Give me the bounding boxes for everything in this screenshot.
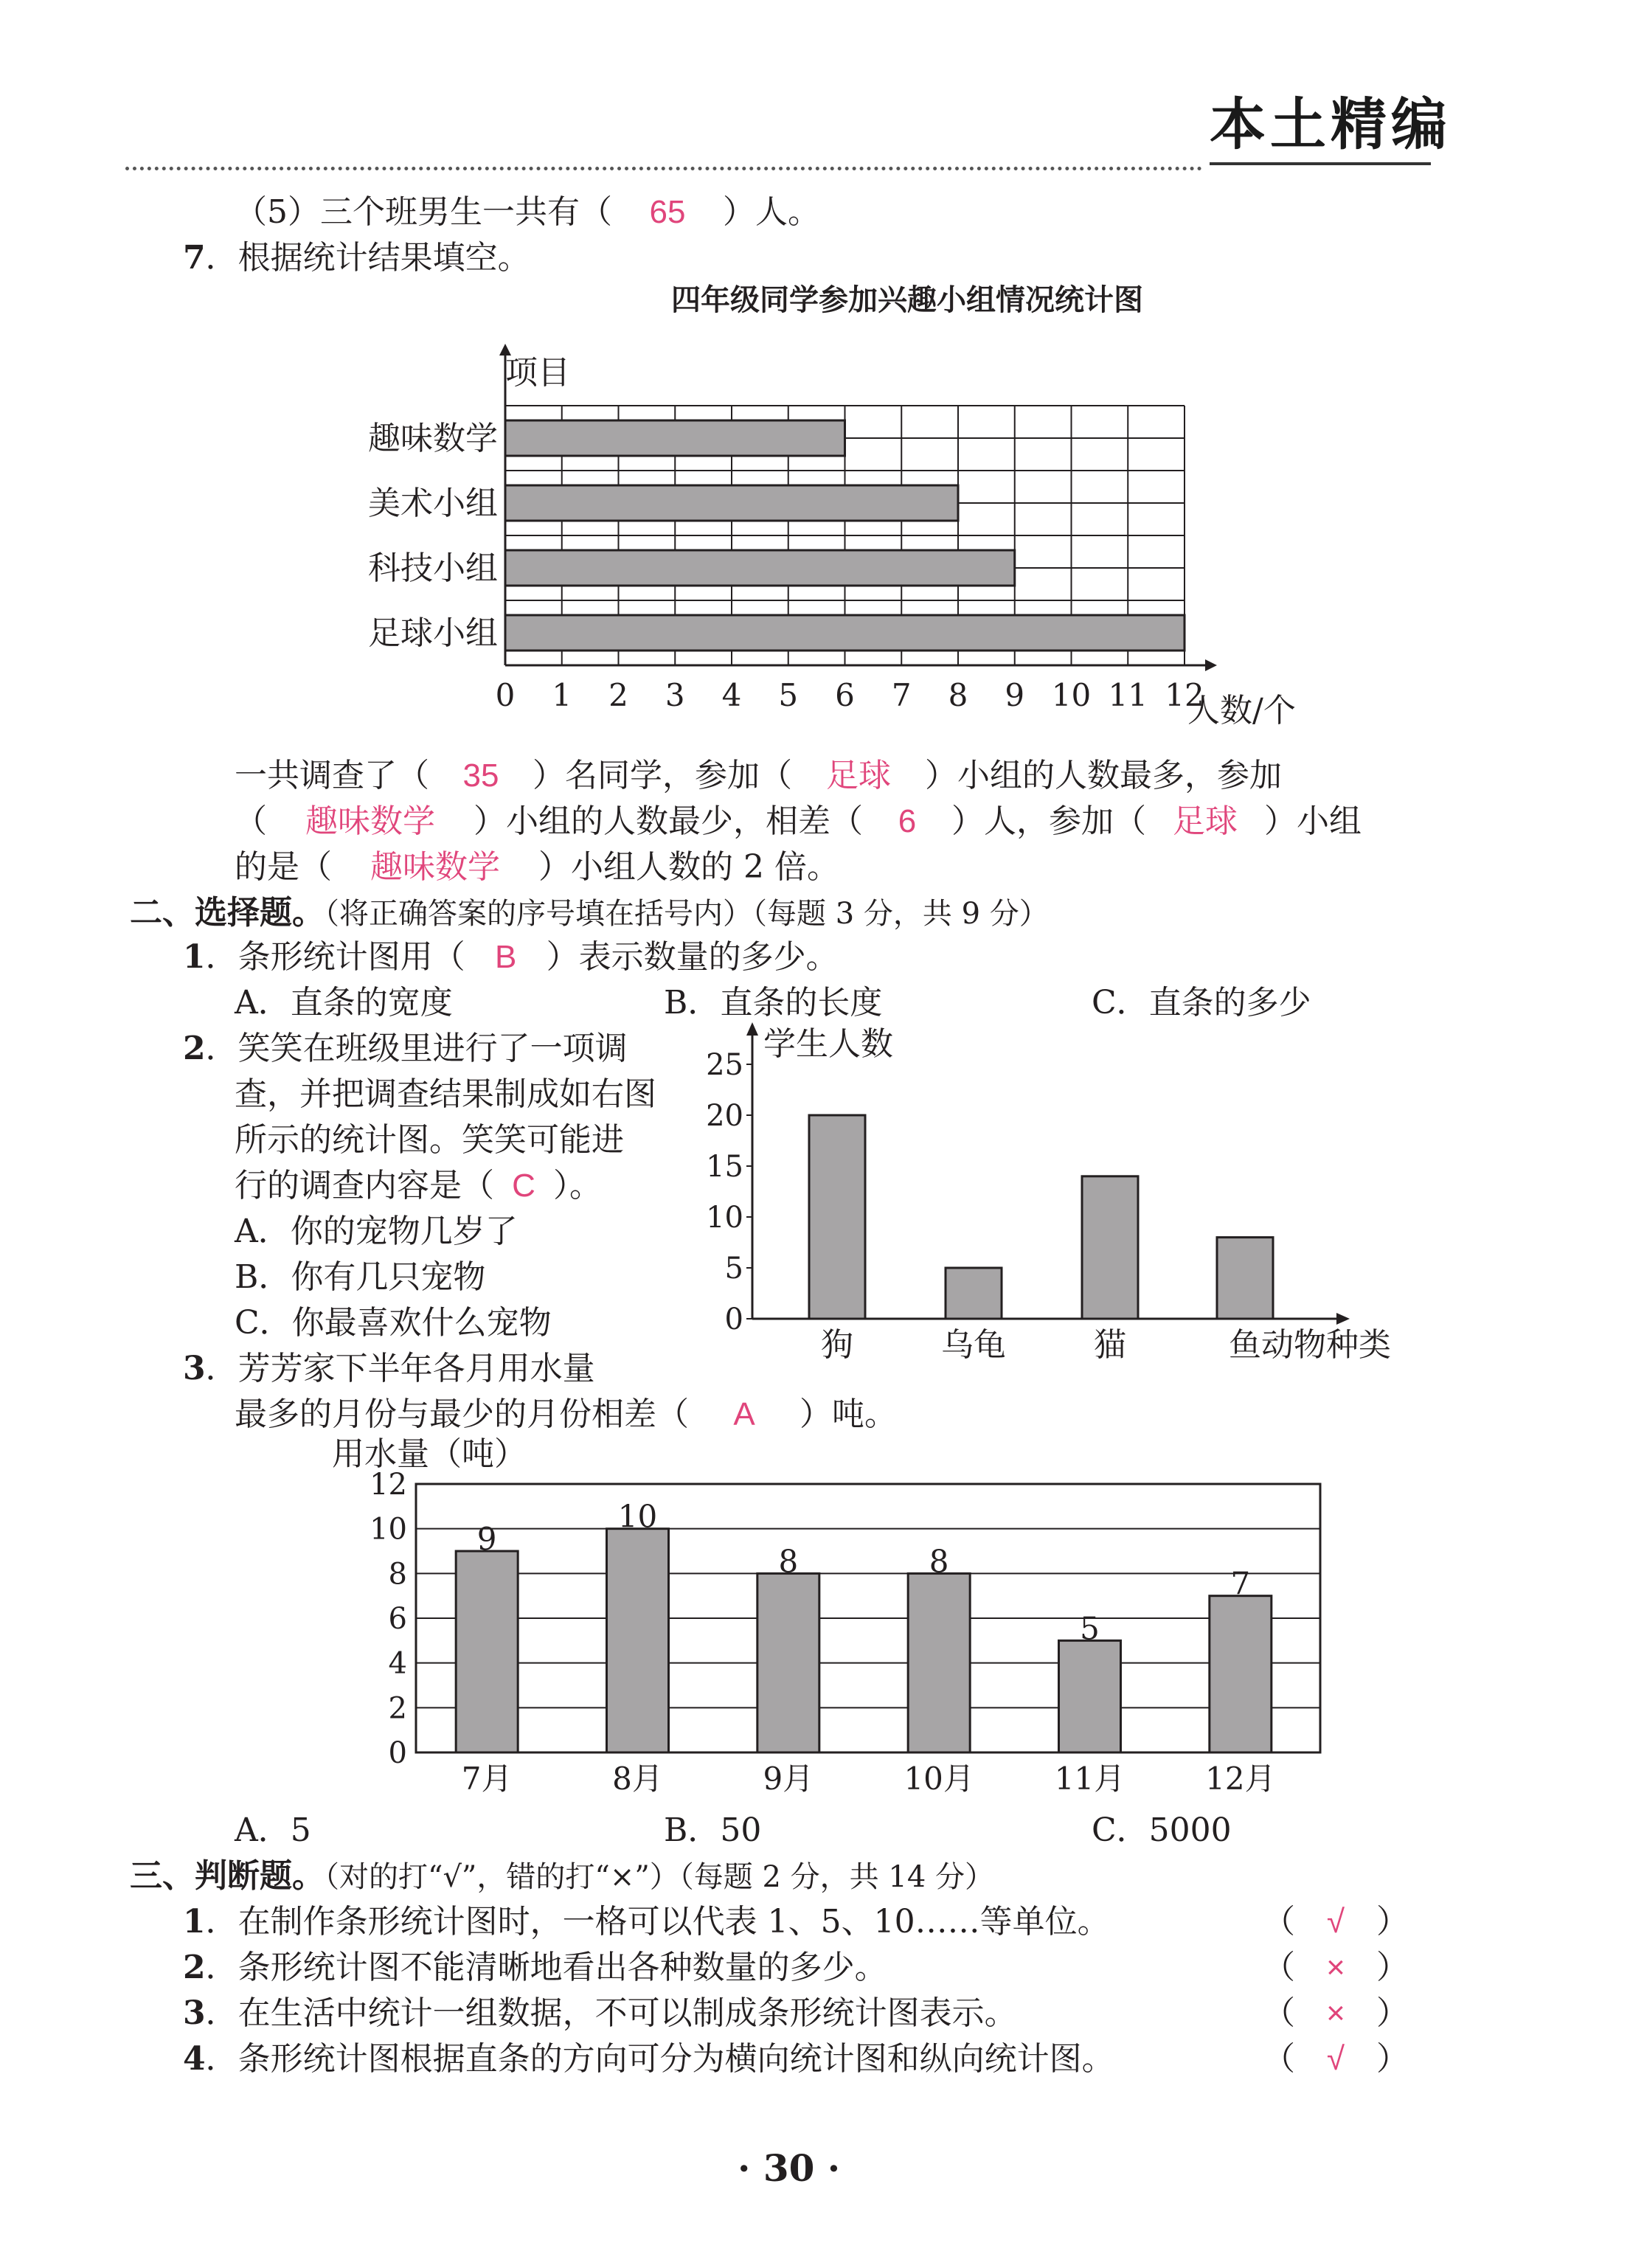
- q7-line1: [235, 754, 1282, 798]
- q5-text-pre: （5）三个班男生一共有（: [235, 193, 612, 231]
- paren-close: ）: [1376, 1949, 1409, 1986]
- chart1-x-tick: 10: [1051, 677, 1092, 713]
- chart3-grid: [416, 1484, 1320, 1752]
- chart3-category-label: 8月: [612, 1761, 663, 1797]
- s2q3-text-1: ．芳芳家下半年各月用水量: [205, 1350, 595, 1387]
- q5-line: [235, 190, 820, 235]
- q7-line1-b: ）名同学，参加（: [533, 757, 792, 794]
- s2q2-option-a: A．你的宠物几岁了: [235, 1213, 518, 1250]
- chart3-y-tick: 4: [388, 1646, 407, 1681]
- judgement-answer-box: [1263, 1991, 1409, 2036]
- judgement-text: ．条形统计图不能清晰地看出各种数量的多少。: [205, 1949, 887, 1986]
- chart2-xlabel: 动物种类: [1261, 1326, 1391, 1364]
- s2q3-number: 3: [183, 1350, 206, 1387]
- chart3-bar: [1059, 1640, 1121, 1752]
- chart3-y-tick: 8: [388, 1557, 407, 1592]
- chart1-category-label: 科技小组: [368, 549, 498, 587]
- s2q1-option-a: A．直条的宽度: [235, 984, 453, 1022]
- q7-line2-b: ）小组的人数最少，相差（: [474, 802, 863, 840]
- chart1-bar: [505, 550, 1015, 586]
- q7-answer-half: 趣味数学: [370, 849, 500, 885]
- q7-line3-b: ）小组人数的 2 倍。: [538, 848, 839, 886]
- q7-answer-diff: 6: [898, 803, 917, 839]
- logo-underline: [1210, 162, 1431, 165]
- judgement-answer-box: [1263, 1946, 1409, 1990]
- judgement-item: [183, 2037, 1114, 2081]
- chart2-bar: [809, 1115, 865, 1319]
- s2q3-answer: A: [733, 1396, 755, 1432]
- judgement-answer: √: [1326, 2041, 1345, 2077]
- paren-close: ）: [1376, 2040, 1409, 2078]
- chart3-y-tick: 0: [388, 1736, 407, 1770]
- judgement-text: ．条形统计图根据直条的方向可分为横向统计图和纵向统计图。: [205, 2040, 1114, 2078]
- chart3-category-label: 12月: [1205, 1761, 1276, 1797]
- judgement-item: [183, 1991, 1017, 2036]
- chart2-y-tick: 20: [706, 1099, 743, 1133]
- chart2-bar: [1217, 1238, 1273, 1319]
- paren-close: ）: [1376, 1903, 1409, 1941]
- s2q3-text-post: ）吨。: [800, 1395, 897, 1433]
- chart3-bar: [1210, 1596, 1272, 1752]
- chart1-bar: [505, 420, 845, 456]
- chart1-ylabel: 项目: [505, 354, 570, 392]
- s2q2-answer: C: [512, 1168, 535, 1204]
- chart1-x-arrow: [1205, 659, 1217, 671]
- q7-answer-least: 趣味数学: [305, 803, 435, 839]
- chart3-y-tick: 12: [370, 1468, 407, 1502]
- section3-note: （对的打“√”，错的打“×”）（每题 2 分，共 14 分）: [325, 1860, 995, 1894]
- q7-line2-d: ）小组: [1264, 802, 1362, 840]
- chart2-category-label: 猫: [1094, 1326, 1126, 1364]
- s2q3-option-c: C．5000: [1092, 1811, 1232, 1849]
- s2q1-option-c: C．直条的多少: [1092, 984, 1311, 1022]
- s2q3-text-pre: 最多的月份与最少的月份相差（: [235, 1395, 689, 1433]
- s2q2-line1: [183, 1027, 628, 1071]
- s2q2-option-b: B．你有几只宠物: [235, 1258, 486, 1296]
- chart2-y-tick: 25: [706, 1048, 743, 1082]
- chart2-ylabel: 学生人数: [763, 1025, 893, 1063]
- s2q2-line2: 查，并把调查结果制成如右图: [235, 1075, 656, 1113]
- chart3-data-label: 5: [1080, 1610, 1100, 1647]
- chart1-x-tick: 1: [552, 677, 572, 713]
- judgement-number: 4: [183, 2040, 206, 2078]
- section2-title: 二、选择题。: [130, 894, 325, 932]
- chart3-bar: [908, 1573, 970, 1752]
- section2-note: （将正确答案的序号填在括号内）（每题 3 分，共 9 分）: [325, 897, 1049, 931]
- chart1-x-tick: 4: [721, 677, 742, 713]
- judgement-text: ．在制作条形统计图时，一格可以代表 1、5、10……等单位。: [205, 1903, 1110, 1941]
- interest-groups-chart: [310, 273, 1313, 760]
- chart1-x-tick: 0: [495, 677, 516, 713]
- chart3-category-label: 7月: [461, 1761, 513, 1797]
- judgement-number: 3: [183, 1994, 206, 2032]
- judgement-answer-box: [1263, 1900, 1409, 1944]
- chart1-category-label: 趣味数学: [368, 420, 498, 457]
- chart3-ylabel: 用水量（吨）: [332, 1435, 527, 1473]
- chart2-bar: [1082, 1176, 1138, 1319]
- paren-open: （: [1263, 1903, 1295, 1941]
- s2q1-number: 1: [183, 938, 206, 976]
- chart3-category-label: 9月: [763, 1761, 814, 1797]
- q7-answer-double: 足球: [1173, 803, 1238, 839]
- chart2-category-label: 乌龟: [941, 1326, 1006, 1364]
- water-usage-chart: [325, 1431, 1357, 1814]
- section2-heading: [130, 891, 1049, 936]
- chart3-bar: [757, 1573, 819, 1752]
- chart3-bar: [607, 1529, 669, 1752]
- q7-number: 7: [183, 239, 206, 277]
- s2q1-text-pre: ．条形统计图用（: [205, 938, 465, 976]
- s2q2-text-post: ）。: [553, 1167, 602, 1204]
- s2q3-line2: [235, 1393, 897, 1437]
- s2q2-text-1: ．笑笑在班级里进行了一项调: [205, 1030, 628, 1067]
- chart2-y-tick: 0: [724, 1303, 743, 1336]
- s2q3-option-a: A．5: [235, 1811, 311, 1849]
- paren-close: ）: [1376, 1994, 1409, 2032]
- q7-prompt: ．根据统计结果填空。: [205, 239, 530, 277]
- chart1-title: 四年级同学参加兴趣小组情况统计图: [671, 282, 1143, 317]
- s2q2-line3: 所示的统计图。笑笑可能进: [235, 1121, 624, 1159]
- judgement-answer: ×: [1326, 1995, 1345, 2031]
- chart1-category-label: 美术小组: [368, 485, 498, 522]
- judgement-answer: ×: [1326, 1949, 1345, 1986]
- judgement-item: [183, 1900, 1110, 1944]
- chart3-bars: [456, 1529, 1272, 1752]
- s2q2-option-c: C．你最喜欢什么宠物: [235, 1304, 552, 1342]
- s2q2-line4: [235, 1164, 602, 1208]
- header-divider: [125, 167, 1202, 170]
- s2q1-option-b: B．直条的长度: [664, 984, 883, 1022]
- q5-answer: 65: [649, 194, 686, 230]
- chart2-y-arrow: [746, 1022, 758, 1036]
- chart1-x-tick: 2: [608, 677, 628, 713]
- chart1-x-tick: 3: [665, 677, 685, 713]
- s2q3-option-b: B．50: [664, 1811, 762, 1849]
- chart3-data-label: 10: [617, 1498, 658, 1535]
- chart1-bar: [505, 615, 1185, 651]
- paren-open: （: [1263, 1949, 1295, 1986]
- q5-text-post: ）人。: [723, 193, 820, 231]
- chart3-bar: [456, 1551, 518, 1752]
- s2q2-number: 2: [183, 1030, 206, 1067]
- chart3-y-tick: 6: [388, 1602, 407, 1636]
- chart3-data-label: 9: [476, 1521, 497, 1557]
- chart1-category-label: 足球小组: [368, 614, 498, 652]
- chart2-bar: [946, 1268, 1002, 1319]
- brand-logo: 本土精编: [1210, 91, 1451, 157]
- q7-line3-a: 的是（: [235, 848, 332, 886]
- chart2-y-tick: 5: [724, 1252, 743, 1286]
- page-number: · 30 ·: [738, 2146, 841, 2190]
- chart3-category-label: 11月: [1054, 1761, 1126, 1797]
- chart3-data-label: 7: [1230, 1565, 1251, 1602]
- judgement-answer: √: [1326, 1904, 1345, 1940]
- judgement-answer-box: [1263, 2037, 1409, 2081]
- pets-chart: [693, 1016, 1431, 1378]
- paren-open: （: [1263, 2040, 1295, 2078]
- judgement-number: 1: [183, 1903, 206, 1941]
- chart2-y-tick: 15: [706, 1150, 743, 1184]
- s2q1-answer: B: [494, 939, 517, 975]
- q7-line1-a: 一共调查了（: [235, 757, 429, 794]
- chart1-x-tick: 5: [778, 677, 799, 713]
- judgement-item: [183, 1946, 887, 1990]
- q7-answer-total: 35: [462, 757, 499, 794]
- judgement-number: 2: [183, 1949, 206, 1986]
- chart2-bars: [809, 1115, 1273, 1319]
- s2q2-text-pre: 行的调查内容是（: [235, 1167, 494, 1204]
- chart2-y-tick: 10: [706, 1201, 743, 1235]
- chart3-category-label: 10月: [903, 1761, 974, 1797]
- chart3-data-label: 8: [929, 1543, 949, 1580]
- q7-line2: [235, 800, 1362, 844]
- chart3-data-label: 8: [778, 1543, 799, 1580]
- section3-title: 三、判断题。: [130, 1857, 325, 1895]
- chart1-x-tick: 11: [1108, 677, 1148, 713]
- chart2-x-arrow: [1336, 1313, 1350, 1325]
- chart1-xlabel: 人数/个: [1187, 692, 1296, 729]
- q7-answer-most: 足球: [826, 757, 891, 794]
- chart2-category-label: 狗: [821, 1326, 853, 1364]
- chart1-x-tick: 9: [1005, 677, 1025, 713]
- chart3-y-tick: 10: [370, 1512, 407, 1547]
- chart1-x-tick: 7: [891, 677, 912, 713]
- s2q3-line1: [183, 1347, 595, 1391]
- q7-line3: [235, 845, 839, 889]
- chart3-y-tick: 2: [388, 1691, 407, 1726]
- chart1-x-tick: 12: [1165, 677, 1204, 713]
- section3-heading: [130, 1854, 994, 1899]
- paren-open: （: [1263, 1994, 1295, 2032]
- chart1-x-tick: 6: [835, 677, 855, 713]
- s2q1-line: [183, 935, 839, 979]
- chart2-category-label: 鱼: [1229, 1326, 1261, 1364]
- s2q1-text-post: ）表示数量的多少。: [546, 938, 839, 976]
- q7-line1-c: ）小组的人数最多，参加: [925, 757, 1282, 794]
- judgement-text: ．在生活中统计一组数据，不可以制成条形统计图表示。: [205, 1994, 1017, 2032]
- chart1-x-tick: 8: [948, 677, 968, 713]
- chart1-bar: [505, 485, 958, 521]
- q7-line2-c: ）人，参加（: [951, 802, 1146, 840]
- q7-line2-a: （: [235, 802, 267, 840]
